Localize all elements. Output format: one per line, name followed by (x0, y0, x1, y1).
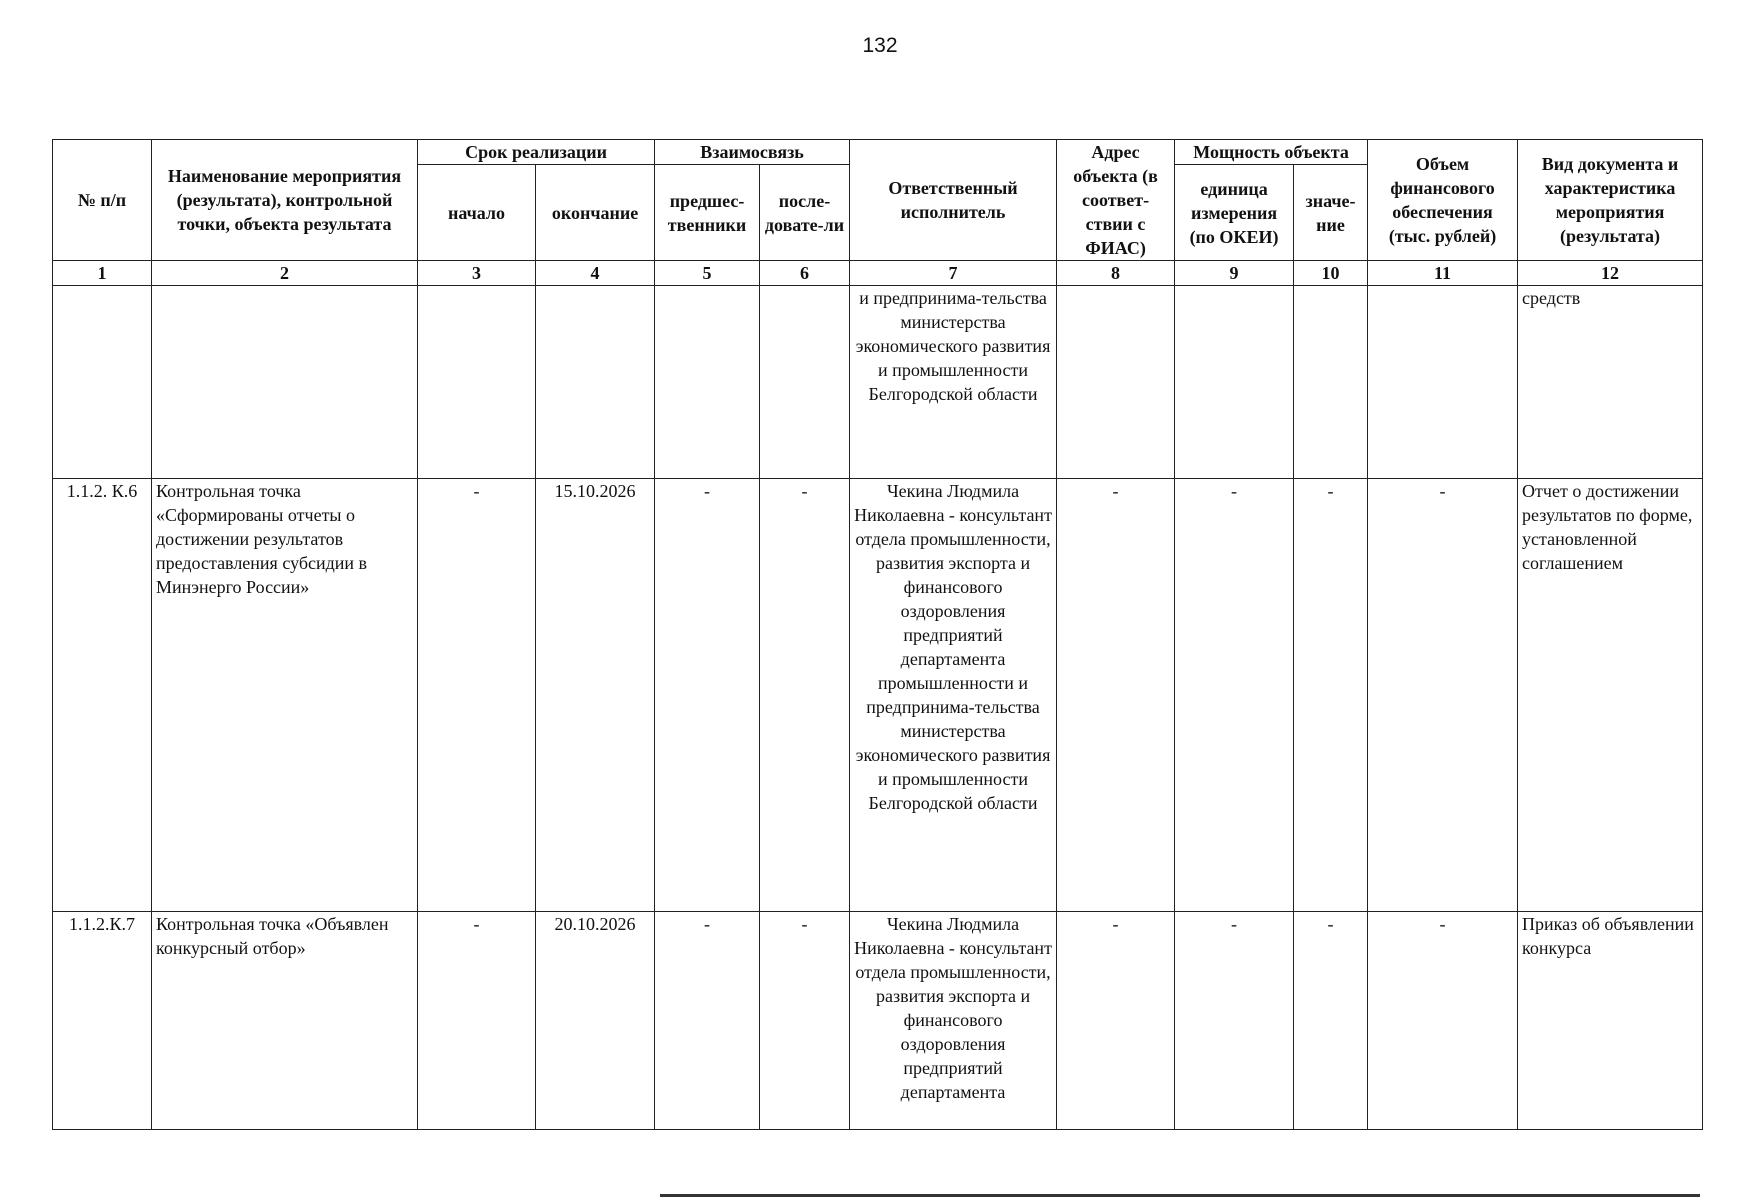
header-period-group: Срок реализации (418, 140, 655, 165)
cell-name: Контрольная точка «Сформированы отчеты о достижении результатов предоставления субсидии в Минэнерго России» (152, 479, 418, 912)
header-address: Адрес объекта (в соответ-ствии с ФИАС) (1057, 140, 1175, 261)
header-link-group: Взаимосвязь (655, 140, 850, 165)
cell-address: - (1057, 912, 1175, 1130)
cell-finance: - (1368, 912, 1518, 1130)
cell-start: - (418, 479, 536, 912)
cell-value (1294, 286, 1368, 479)
cell-successors: - (760, 912, 850, 1130)
cell-name (152, 286, 418, 479)
column-number: 1 (53, 261, 152, 286)
column-number: 11 (1368, 261, 1518, 286)
cell-document: Отчет о достижении результатов по форме, установленной соглашением (1518, 479, 1703, 912)
cell-address: - (1057, 479, 1175, 912)
activities-table (52, 139, 1703, 1130)
header-value: значе-ние (1294, 165, 1368, 261)
header-end: окончание (536, 165, 655, 261)
cell-number (53, 286, 152, 479)
column-number: 12 (1518, 261, 1703, 286)
column-number: 2 (152, 261, 418, 286)
cell-document: Приказ об объявлении конкурса (1518, 912, 1703, 1130)
cell-successors (760, 286, 850, 479)
header-start: начало (418, 165, 536, 261)
column-number: 9 (1175, 261, 1294, 286)
cell-end: 15.10.2026 (536, 479, 655, 912)
cell-unit (1175, 286, 1294, 479)
cell-predecessors (655, 286, 760, 479)
cell-number: 1.1.2.К.7 (53, 912, 152, 1130)
cell-finance (1368, 286, 1518, 479)
cell-responsible: Чекина Людмила Николаевна - консультант отдела промышленности, развития экспорта и финансового оздоровления предприятий департамента промышленности и предпринима-тельства министерства экономического развития и промышленности Белгородской области (850, 479, 1057, 912)
page-number: 132 (862, 34, 898, 57)
column-number: 7 (850, 261, 1057, 286)
column-number: 4 (536, 261, 655, 286)
column-number: 3 (418, 261, 536, 286)
header-number: № п/п (53, 140, 152, 261)
cell-value: - (1294, 479, 1368, 912)
cell-name: Контрольная точка «Объявлен конкурсный отбор» (152, 912, 418, 1130)
column-number: 10 (1294, 261, 1368, 286)
cell-responsible: и предпринима-тельства министерства экономического развития и промышленности Белгородской области (850, 286, 1057, 479)
header-capacity-group: Мощность объекта (1175, 140, 1368, 165)
cell-end (536, 286, 655, 479)
cell-number: 1.1.2. К.6 (53, 479, 152, 912)
column-number: 8 (1057, 261, 1175, 286)
header-document: Вид документа и характеристика мероприятия (результата) (1518, 140, 1703, 261)
cell-unit: - (1175, 912, 1294, 1130)
cell-predecessors: - (655, 912, 760, 1130)
cell-predecessors: - (655, 479, 760, 912)
cell-end: 20.10.2026 (536, 912, 655, 1130)
column-number: 6 (760, 261, 850, 286)
header-finance: Объем финансового обеспечения (тыс. рублей) (1368, 140, 1518, 261)
cell-start (418, 286, 536, 479)
header-unit: единица измерения (по ОКЕИ) (1175, 165, 1294, 261)
table-row (53, 479, 1703, 912)
cell-start: - (418, 912, 536, 1130)
header-name: Наименование мероприятия (результата), контрольной точки, объекта результата (152, 140, 418, 261)
table-row (53, 286, 1703, 479)
header-successors: после-довате-ли (760, 165, 850, 261)
cell-unit: - (1175, 479, 1294, 912)
column-number: 5 (655, 261, 760, 286)
table-row (53, 912, 1703, 1130)
header-predecessors: предшес-твенники (655, 165, 760, 261)
cell-finance: - (1368, 479, 1518, 912)
bottom-divider (660, 1194, 1700, 1197)
cell-address (1057, 286, 1175, 479)
header-responsible: Ответственный исполнитель (850, 140, 1057, 261)
cell-value: - (1294, 912, 1368, 1130)
cell-successors: - (760, 479, 850, 912)
cell-document: средств (1518, 286, 1703, 479)
cell-responsible: Чекина Людмила Николаевна - консультант отдела промышленности, развития экспорта и финансового оздоровления предприятий департамента (850, 912, 1057, 1130)
